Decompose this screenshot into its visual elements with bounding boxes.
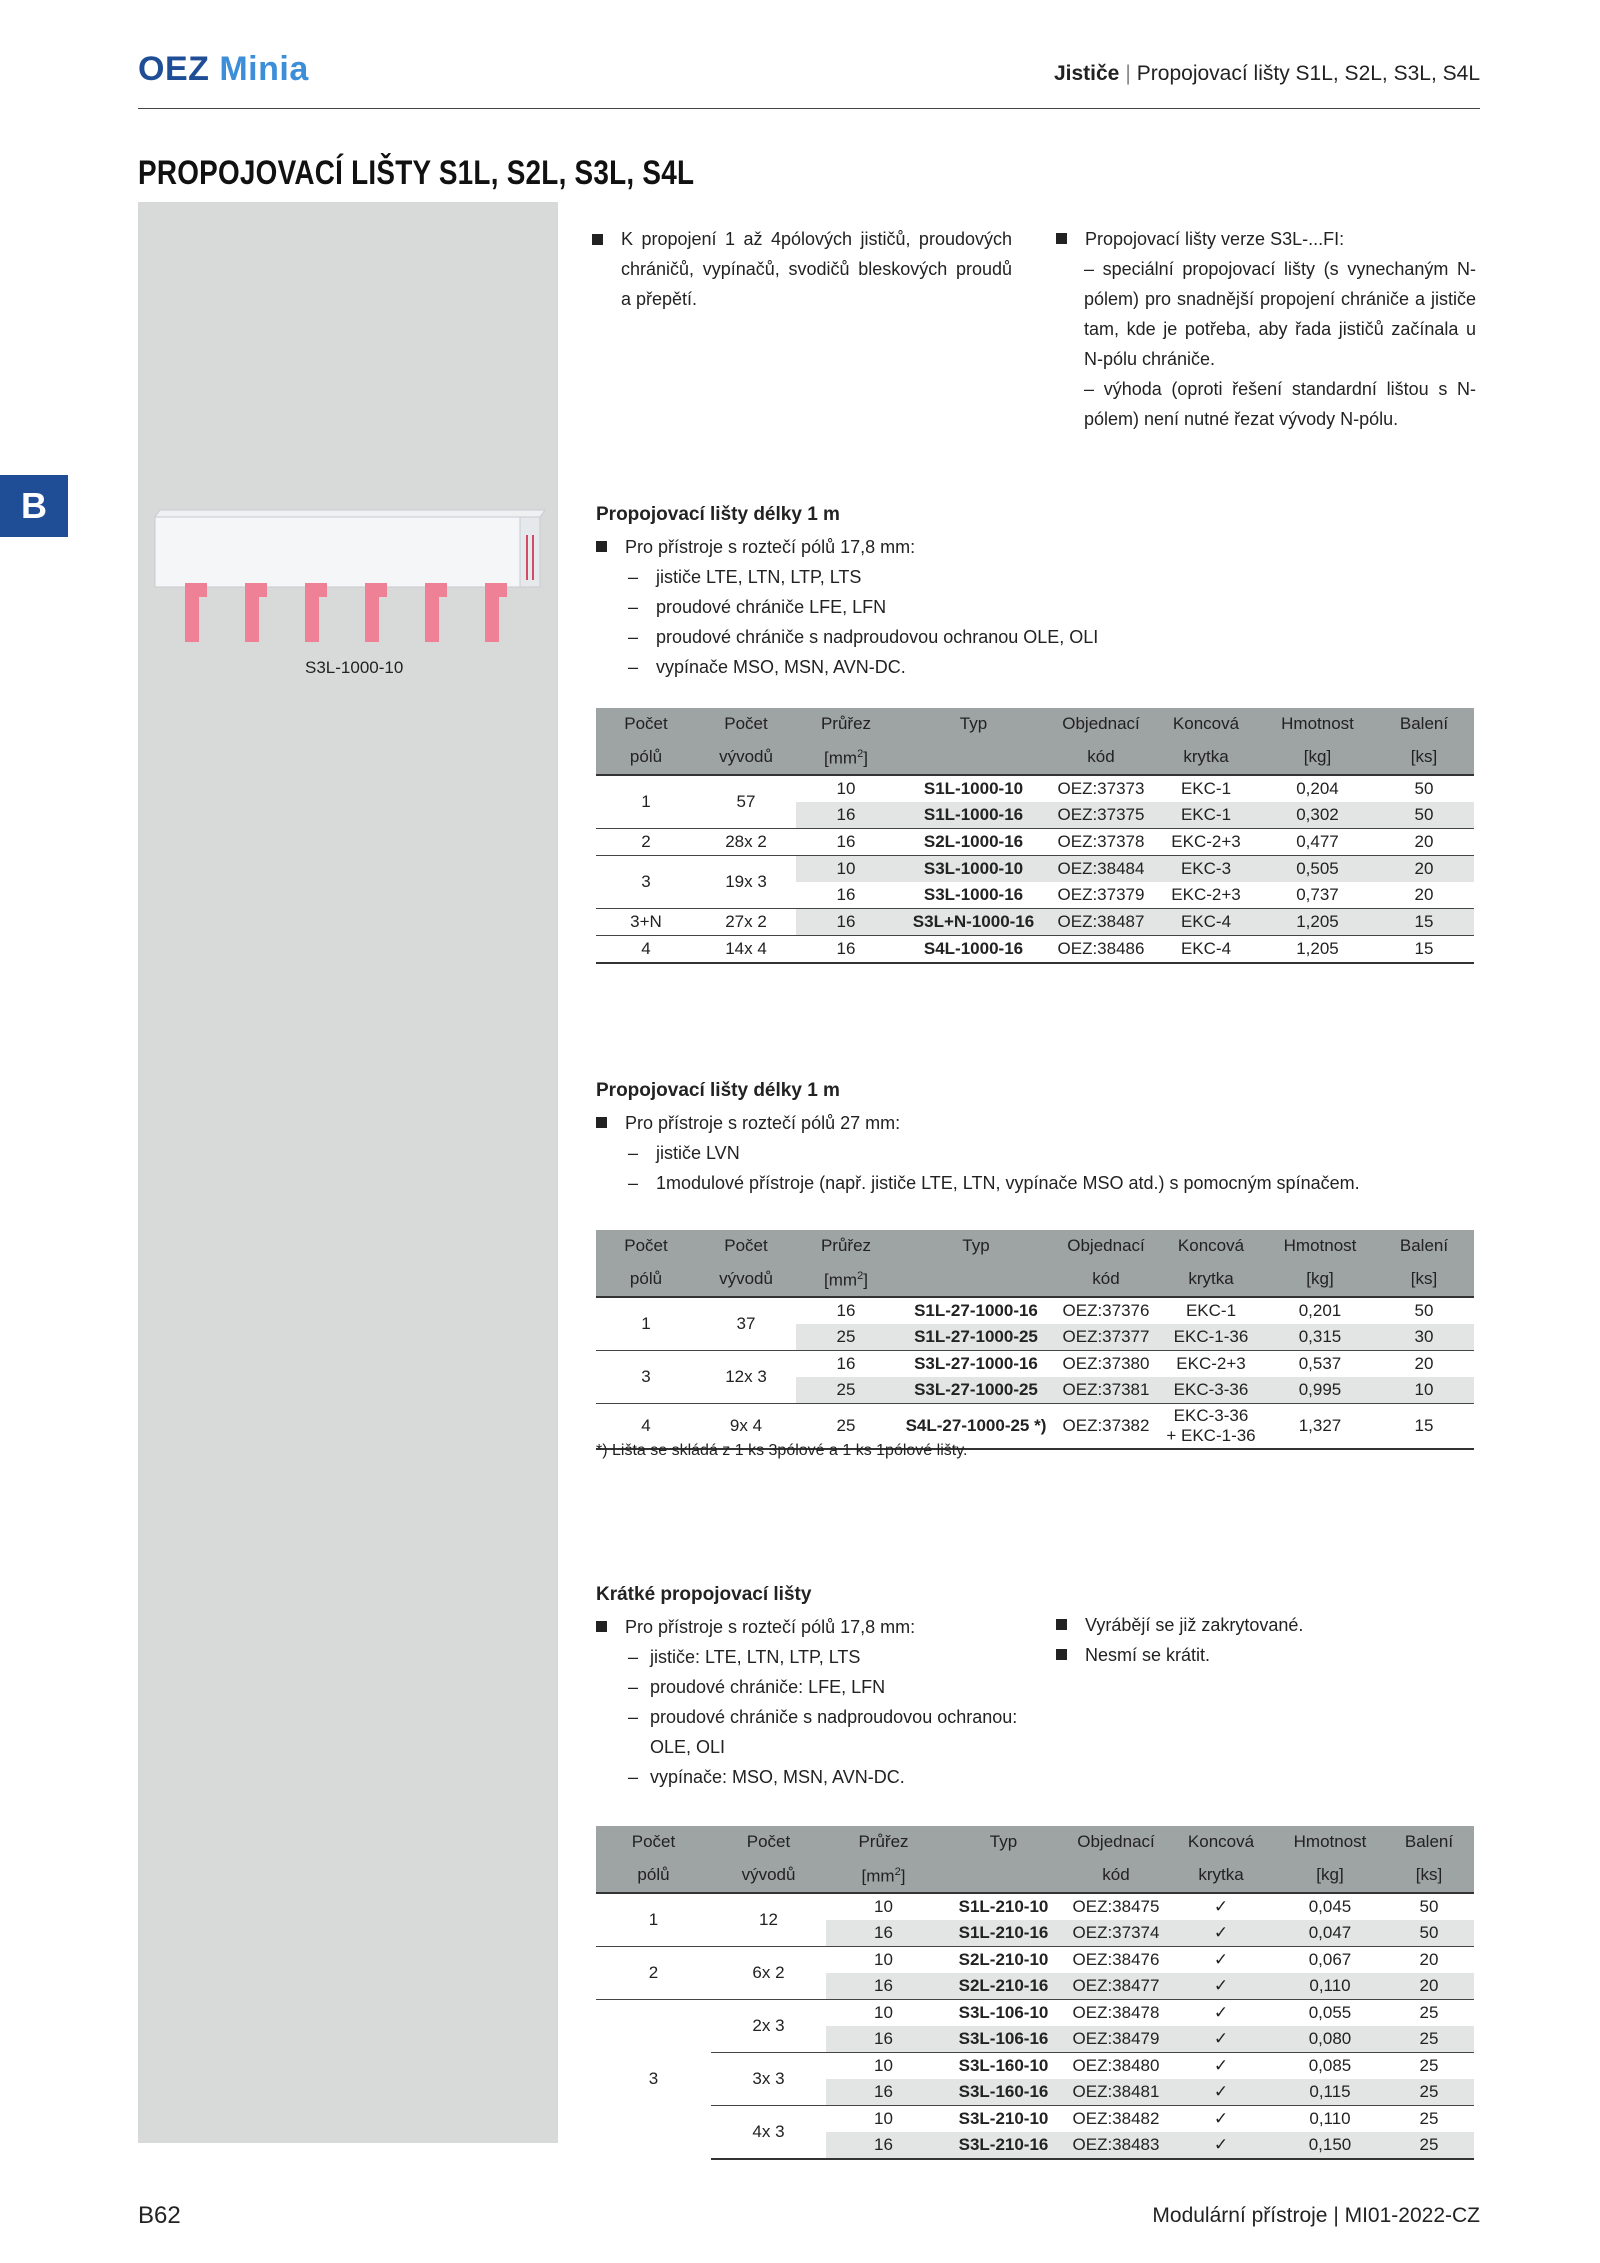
table2-footnote: *) Lišta se skládá z 1 ks 3pólové a 1 ks 1pólové lišty.	[596, 1442, 968, 1459]
table-cell: EKC-1	[1180, 778, 1232, 798]
table-header-cell: Balení	[1374, 708, 1474, 739]
table-cell: 1	[641, 1313, 651, 1333]
table-header-cell: pólů	[596, 1857, 711, 1893]
check-icon: ✓	[1213, 1896, 1229, 1916]
table-cell: 0,080	[1276, 2026, 1384, 2053]
table-1m-17-8	[596, 708, 1474, 964]
table-cell: 16	[796, 935, 896, 963]
table-cell: 16	[836, 884, 856, 904]
table-row	[596, 775, 1474, 802]
table-cell: S3L-160-10	[941, 2052, 1066, 2079]
table-header-cell: krytka	[1166, 1857, 1276, 1893]
table-cell: 3+N	[596, 908, 696, 935]
section3-right-bullet: Vyrábějí se již zakrytované.	[1085, 1615, 1304, 1635]
section1-item: vypínače MSO, MSN, AVN-DC.	[656, 657, 906, 677]
table-cell: 0,995	[1266, 1377, 1374, 1404]
table-cell: S4L-1000-16	[896, 935, 1051, 963]
table-header-cell: Koncová	[1151, 708, 1261, 739]
table-cell: 16	[826, 1973, 941, 2000]
table-header-cell: [ks]	[1374, 739, 1474, 775]
table-header-cell: Počet	[596, 708, 696, 739]
section2: Propojovací lišty délky 1 m Pro přístroje s roztečí pólů 27 mm: – jističe LVN – 1modulové přístroje (např. jističe LTE, LTN, vypínače MSO atd.) s pomocným spínačem.	[596, 1076, 1476, 1198]
table-cell: 25	[1384, 1999, 1474, 2026]
table-cell: 28x 2	[696, 828, 796, 855]
table-cell: 25	[796, 1403, 896, 1449]
table-cell: 25	[796, 1324, 896, 1351]
table-cell: 0,047	[1276, 1920, 1384, 1947]
footer-publication: Modulární přístroje | MI01-2022-CZ	[1152, 2204, 1480, 2227]
table-header-cell: krytka	[1156, 1261, 1266, 1297]
table-cell: 1,205	[1261, 908, 1374, 935]
check-icon: ✓	[1166, 1973, 1276, 2000]
table-cell: 0,315	[1266, 1324, 1374, 1351]
section3-right-bullet: Nesmí se krátit.	[1085, 1645, 1211, 1665]
table-cell: 10	[826, 2052, 941, 2079]
table-cell: 20	[1384, 1973, 1474, 2000]
table-cell: EKC-4	[1151, 935, 1261, 963]
table-header-cell: Počet	[696, 1230, 796, 1261]
table-row	[596, 2052, 1474, 2079]
table-cell: 10	[826, 1999, 941, 2026]
table-cell: 0,115	[1276, 2079, 1384, 2106]
table-cell: 2	[596, 1946, 711, 1999]
table-cell: EKC-2+3	[1151, 828, 1261, 855]
table-header-cell: Průřez	[796, 708, 896, 739]
table-row	[596, 1946, 1474, 1973]
table-header-cell: Počet	[696, 708, 796, 739]
table-cell: OEZ:38476	[1066, 1946, 1166, 1973]
table-cell: 0,055	[1276, 1999, 1384, 2026]
table-cell: 3	[596, 855, 696, 908]
table-cell: 0,085	[1276, 2052, 1384, 2079]
table-header-cell: [ks]	[1374, 1261, 1474, 1297]
table-cell: EKC-1	[1151, 802, 1261, 829]
table-cell: 25	[1384, 2026, 1474, 2053]
table-header-cell: [kg]	[1276, 1857, 1384, 1893]
table-cell: EKC-2+3	[1171, 884, 1241, 904]
section1-bullet: Pro přístroje s roztečí pólů 17,8 mm:	[625, 537, 916, 557]
table-cell: 16	[836, 1300, 856, 1320]
table-header-cell: [ks]	[1384, 1857, 1474, 1893]
table-cell: 0,737	[1296, 884, 1339, 904]
table-cell: S3L-27-1000-25	[896, 1377, 1056, 1404]
table-cell: 0,537	[1266, 1350, 1374, 1377]
table-cell: 1,327	[1266, 1403, 1374, 1449]
table-cell: 0,302	[1261, 802, 1374, 829]
table-cell: S2L-210-10	[941, 1946, 1066, 1973]
table-cell: S3L-210-16	[941, 2132, 1066, 2159]
table-cell: 57	[736, 791, 756, 811]
section1: Propojovací lišty délky 1 m Pro přístroje s roztečí pólů 17,8 mm: – jističe LTE, LTN, LTP, LTS – proudové chrániče LFE, LFN – proudové chrániče s nadproudovou ochranou OLE, OLI – vypínače MSO, MSN, AVN-DC.	[596, 500, 1356, 682]
table-row	[596, 1893, 1474, 1920]
table-header-cell: vývodů	[696, 1261, 796, 1297]
table-cell: OEZ:37378	[1051, 828, 1151, 855]
table-cell: S3L-210-10	[941, 2105, 1066, 2132]
table-cell: 0,505	[1261, 855, 1374, 882]
table-header-cell: kód	[1051, 739, 1151, 775]
table-cell: 27x 2	[696, 908, 796, 935]
table-cell: 16	[796, 802, 896, 829]
section1-heading: Propojovací lišty délky 1 m	[596, 504, 840, 525]
table-cell: 20	[1414, 884, 1434, 904]
table-header-cell: Objednací	[1051, 708, 1151, 739]
table-header-cell: Hmotnost	[1261, 708, 1374, 739]
check-icon: ✓	[1166, 1920, 1276, 1947]
table-cell: 10	[826, 2105, 941, 2132]
check-icon: ✓	[1166, 2079, 1276, 2106]
table-cell: 50	[1419, 1896, 1439, 1916]
section3-item-cont: OLE, OLI	[650, 1737, 726, 1757]
table-cell: EKC-4	[1151, 908, 1261, 935]
table-header-cell: Průřez	[826, 1826, 941, 1857]
brand-logo: OEZ Minia	[138, 50, 309, 88]
section3-item: jističe: LTE, LTN, LTP, LTS	[650, 1647, 861, 1667]
table-cell: S1L-27-1000-25	[896, 1324, 1056, 1351]
intro-right-item-1: – speciální propojovací lišty (s vynechaným N-pólem) pro snadnější propojení chrániče a jističe tam, kde je potřeba, aby řada jističů začínala u N-pólu chrániče.	[1084, 259, 1476, 369]
table-cell: 25	[1384, 2132, 1474, 2159]
busbar-image	[150, 505, 550, 655]
table-header-cell: kód	[1066, 1857, 1166, 1893]
table-header-cell: Počet	[596, 1230, 696, 1261]
header-section: Jističe	[1053, 62, 1120, 85]
table-cell: S3L-106-10	[941, 1999, 1066, 2026]
table-cell: 4	[596, 935, 696, 963]
table-cell: EKC-3-36	[1156, 1377, 1266, 1404]
table-cell: 15	[1374, 908, 1474, 935]
section3-right	[1056, 1610, 1456, 1670]
table-cell: 0,110	[1276, 2105, 1384, 2132]
table-row	[596, 855, 1474, 882]
table-header-cell: kód	[1056, 1261, 1156, 1297]
table-cell: OEZ:37376	[1062, 1300, 1150, 1320]
table-row	[596, 2105, 1474, 2132]
table-header-cell: Koncová	[1166, 1826, 1276, 1857]
table-cell: 0,150	[1276, 2132, 1384, 2159]
table-header-cell: $[mm^2]$	[796, 739, 896, 775]
table-cell: 10	[836, 778, 856, 798]
table-cell: 25	[796, 1377, 896, 1404]
table-cell: 4x 3	[711, 2105, 826, 2159]
table-1m-27	[596, 1230, 1474, 1450]
table-cell: 1,205	[1261, 935, 1374, 963]
check-icon: ✓	[1166, 2132, 1276, 2159]
table-cell: 0,477	[1261, 828, 1374, 855]
table-cell: 3	[596, 1350, 696, 1403]
table-cell: S1L-1000-10	[923, 778, 1024, 798]
table-cell: OEZ:38484	[1051, 855, 1151, 882]
table-cell: 10	[826, 1946, 941, 1973]
table-cell: S4L-27-1000-25 *)	[896, 1403, 1056, 1449]
table-cell: 3	[596, 1999, 711, 2159]
table-cell: 50	[1384, 1920, 1474, 1947]
section3-item: proudové chrániče: LFE, LFN	[650, 1677, 886, 1697]
table-cell: S1L-1000-16	[896, 802, 1051, 829]
section1-item: jističe LTE, LTN, LTP, LTS	[656, 567, 862, 587]
table-cell: 15	[1374, 935, 1474, 963]
table-cell: 25	[1384, 2079, 1474, 2106]
table-cell: 12	[759, 1909, 778, 1929]
table-cell: 6x 2	[711, 1946, 826, 1999]
section3-heading: Krátké propojovací lišty	[596, 1584, 812, 1605]
table-cell: OEZ:38475	[1072, 1896, 1160, 1916]
table-cell: OEZ:38482	[1066, 2105, 1166, 2132]
table-cell: S3L-106-16	[941, 2026, 1066, 2053]
table-cell: 0,110	[1276, 1973, 1384, 2000]
section2-heading: Propojovací lišty délky 1 m	[596, 1080, 840, 1101]
table-header-cell: Počet	[711, 1826, 826, 1857]
section-tab: B	[0, 475, 68, 537]
table-header-cell: pólů	[596, 1261, 696, 1297]
table-row	[596, 935, 1474, 963]
table-header-cell: Balení	[1374, 1230, 1474, 1261]
table-cell: S2L-1000-16	[896, 828, 1051, 855]
table-cell: OEZ:37377	[1056, 1324, 1156, 1351]
check-icon: ✓	[1166, 2105, 1276, 2132]
table-header-cell: Koncová	[1156, 1230, 1266, 1261]
table-cell: 10	[796, 855, 896, 882]
intro-right-item-2: – výhoda (oproti řešení standardní lištou s N-pólem) není nutné řezat vývody N-pólu.	[1084, 379, 1476, 429]
table-row	[596, 1999, 1474, 2026]
figure-label: S3L-1000-10	[305, 658, 404, 677]
table-header-cell: [kg]	[1261, 739, 1374, 775]
table-header-cell: Objednací	[1056, 1230, 1156, 1261]
table-header-cell: Typ	[941, 1826, 1066, 1857]
table-cell: 50	[1414, 1300, 1434, 1320]
table-cell: S3L-27-1000-16	[896, 1350, 1056, 1377]
table-cell: S1L-27-1000-16	[914, 1300, 1038, 1320]
table-cell: S1L-210-10	[958, 1896, 1049, 1916]
table-cell: 16	[796, 1350, 896, 1377]
table-row	[596, 828, 1474, 855]
table-cell: OEZ:37381	[1056, 1377, 1156, 1404]
table-header-cell: Objednací	[1066, 1826, 1166, 1857]
table-cell: OEZ:37373	[1057, 778, 1145, 798]
table-cell: 0,204	[1296, 778, 1339, 798]
intro-right	[1056, 224, 1476, 434]
table-cell: 16	[826, 2079, 941, 2106]
table-cell: 16	[826, 2132, 941, 2159]
table-cell: S2L-210-16	[941, 1973, 1066, 2000]
table-cell: 14x 4	[696, 935, 796, 963]
section1-item: proudové chrániče s nadproudovou ochranou OLE, OLI	[656, 627, 1099, 647]
table-header-cell: Hmotnost	[1266, 1230, 1374, 1261]
table-cell: 20	[1374, 828, 1474, 855]
table-header-cell	[941, 1857, 1066, 1893]
table-cell: 16	[796, 828, 896, 855]
table-cell: 0,045	[1308, 1896, 1352, 1916]
table-header-cell: Typ	[896, 708, 1051, 739]
table-cell: S3L+N-1000-16	[896, 908, 1051, 935]
table-cell: 16	[826, 2026, 941, 2053]
table-cell: OEZ:38477	[1066, 1973, 1166, 2000]
table-cell: EKC-3	[1151, 855, 1261, 882]
table-cell: EKC-1-36	[1156, 1324, 1266, 1351]
table-cell: OEZ:37375	[1051, 802, 1151, 829]
table-cell: OEZ:37379	[1057, 884, 1145, 904]
check-icon: ✓	[1166, 2026, 1276, 2053]
table-cell: 16	[796, 908, 896, 935]
table-cell: 50	[1414, 778, 1434, 798]
table-cell: S3L-1000-10	[896, 855, 1051, 882]
table-cell: 2x 3	[711, 1999, 826, 2052]
table-cell: 10	[874, 1896, 893, 1916]
table-cell: OEZ:38479	[1066, 2026, 1166, 2053]
table-header-cell: Hmotnost	[1276, 1826, 1384, 1857]
table-cell: 1	[641, 791, 651, 811]
table-cell: 25	[1384, 2052, 1474, 2079]
table-cell: 0,201	[1298, 1300, 1342, 1320]
table-row	[596, 1350, 1474, 1377]
table-cell: OEZ:37374	[1066, 1920, 1166, 1947]
page-title: PROPOJOVACÍ LIŠTY S1L, S2L, S3L, S4L	[138, 154, 695, 192]
table-cell: 15	[1374, 1403, 1474, 1449]
table-header-cell: Počet	[596, 1826, 711, 1857]
table-cell: 1	[648, 1909, 659, 1929]
table-header-cell: Balení	[1384, 1826, 1474, 1857]
table-row	[596, 1297, 1474, 1324]
page-number: B62	[138, 2202, 181, 2229]
section3-bullet: Pro přístroje s roztečí pólů 17,8 mm:	[625, 1617, 916, 1637]
side-panel	[138, 202, 558, 2143]
table-header-cell: Typ	[896, 1230, 1056, 1261]
check-icon: ✓	[1166, 1946, 1276, 1973]
header-topic: Propojovací lišty S1L, S2L, S3L, S4L	[1136, 62, 1480, 85]
table-cell: EKC-1	[1185, 1300, 1237, 1320]
table-cell: OEZ:38486	[1051, 935, 1151, 963]
table-cell: 0,067	[1276, 1946, 1384, 1973]
table-header-cell	[896, 739, 1051, 775]
table-cell: 10	[1374, 1377, 1474, 1404]
table-cell: 3x 3	[711, 2052, 826, 2105]
header-breadcrumb: Jističe | Propojovací lišty S1L, S2L, S3L, S4L	[1053, 62, 1480, 85]
table-cell: 20	[1374, 855, 1474, 882]
table-cell: 20	[1374, 1350, 1474, 1377]
table-header-cell: krytka	[1151, 739, 1261, 775]
intro-left-text: K propojení 1 až 4pólových jističů, proudových chráničů, vypínačů, svodičů bleskových proudů a přepětí.	[621, 229, 1012, 309]
table-cell: 2	[596, 828, 696, 855]
section2-bullet: Pro přístroje s roztečí pólů 27 mm:	[625, 1113, 901, 1133]
table-header-cell: $[mm^2]$	[826, 1857, 941, 1893]
table-cell: S3L-160-16	[941, 2079, 1066, 2106]
table-cell: 16	[826, 1920, 941, 1947]
table-cell: OEZ:38483	[1066, 2132, 1166, 2159]
table-header-cell: vývodů	[696, 739, 796, 775]
section2-item: 1modulové přístroje (např. jističe LTE, LTN, vypínače MSO atd.) s pomocným spínačem.	[656, 1173, 1360, 1193]
header-divider	[138, 108, 1480, 109]
table-cell: 30	[1374, 1324, 1474, 1351]
section3-item: proudové chrániče s nadproudovou ochranou:	[650, 1707, 1018, 1727]
intro-right-title: Propojovací lišty verze S3L-...FI:	[1085, 229, 1345, 249]
section3-item: vypínače: MSO, MSN, AVN-DC.	[650, 1767, 905, 1787]
table-header-cell: pólů	[596, 739, 696, 775]
table-cell: OEZ:38478	[1066, 1999, 1166, 2026]
table-cell: EKC-3-36 + EKC-1-36	[1156, 1403, 1266, 1449]
table-cell: OEZ:37382	[1056, 1403, 1156, 1449]
intro-left	[592, 224, 1012, 314]
table-header-cell	[896, 1261, 1056, 1297]
table-header-cell: Průřez	[796, 1230, 896, 1261]
table-header-cell: [kg]	[1266, 1261, 1374, 1297]
table-cell: 12x 3	[696, 1350, 796, 1403]
table-cell: OEZ:38480	[1066, 2052, 1166, 2079]
check-icon: ✓	[1166, 2052, 1276, 2079]
table-cell: 4	[596, 1403, 696, 1449]
section1-item: proudové chrániče LFE, LFN	[656, 597, 887, 617]
table-cell: OEZ:38487	[1051, 908, 1151, 935]
table-cell: S3L-1000-16	[923, 884, 1024, 904]
section2-item: jističe LVN	[656, 1143, 740, 1163]
table-cell: 19x 3	[696, 855, 796, 908]
table-cell: 37	[736, 1313, 756, 1333]
table-cell: OEZ:37380	[1056, 1350, 1156, 1377]
check-icon: ✓	[1166, 1999, 1276, 2026]
table-cell: 9x 4	[696, 1403, 796, 1449]
table-cell: S1L-210-16	[941, 1920, 1066, 1947]
table-cell: 20	[1384, 1946, 1474, 1973]
table-header-cell: vývodů	[711, 1857, 826, 1893]
table-cell: 25	[1384, 2105, 1474, 2132]
table-row	[596, 908, 1474, 935]
section3: Krátké propojovací lišty Pro přístroje s roztečí pólů 17,8 mm: – jističe: LTE, LTN, LTP, LTS – proudové chrániče: LFE, LFN – proudové chrániče s nadproudovou ochranou: OLE, OLI – vypínače: MSO, MSN, AVN-DC.	[596, 1580, 1036, 1792]
table-short	[596, 1826, 1474, 2160]
table-cell: 50	[1374, 802, 1474, 829]
table-cell: EKC-2+3	[1156, 1350, 1266, 1377]
table-header-cell: $[mm^2]$	[796, 1261, 896, 1297]
table-cell: OEZ:38481	[1066, 2079, 1166, 2106]
